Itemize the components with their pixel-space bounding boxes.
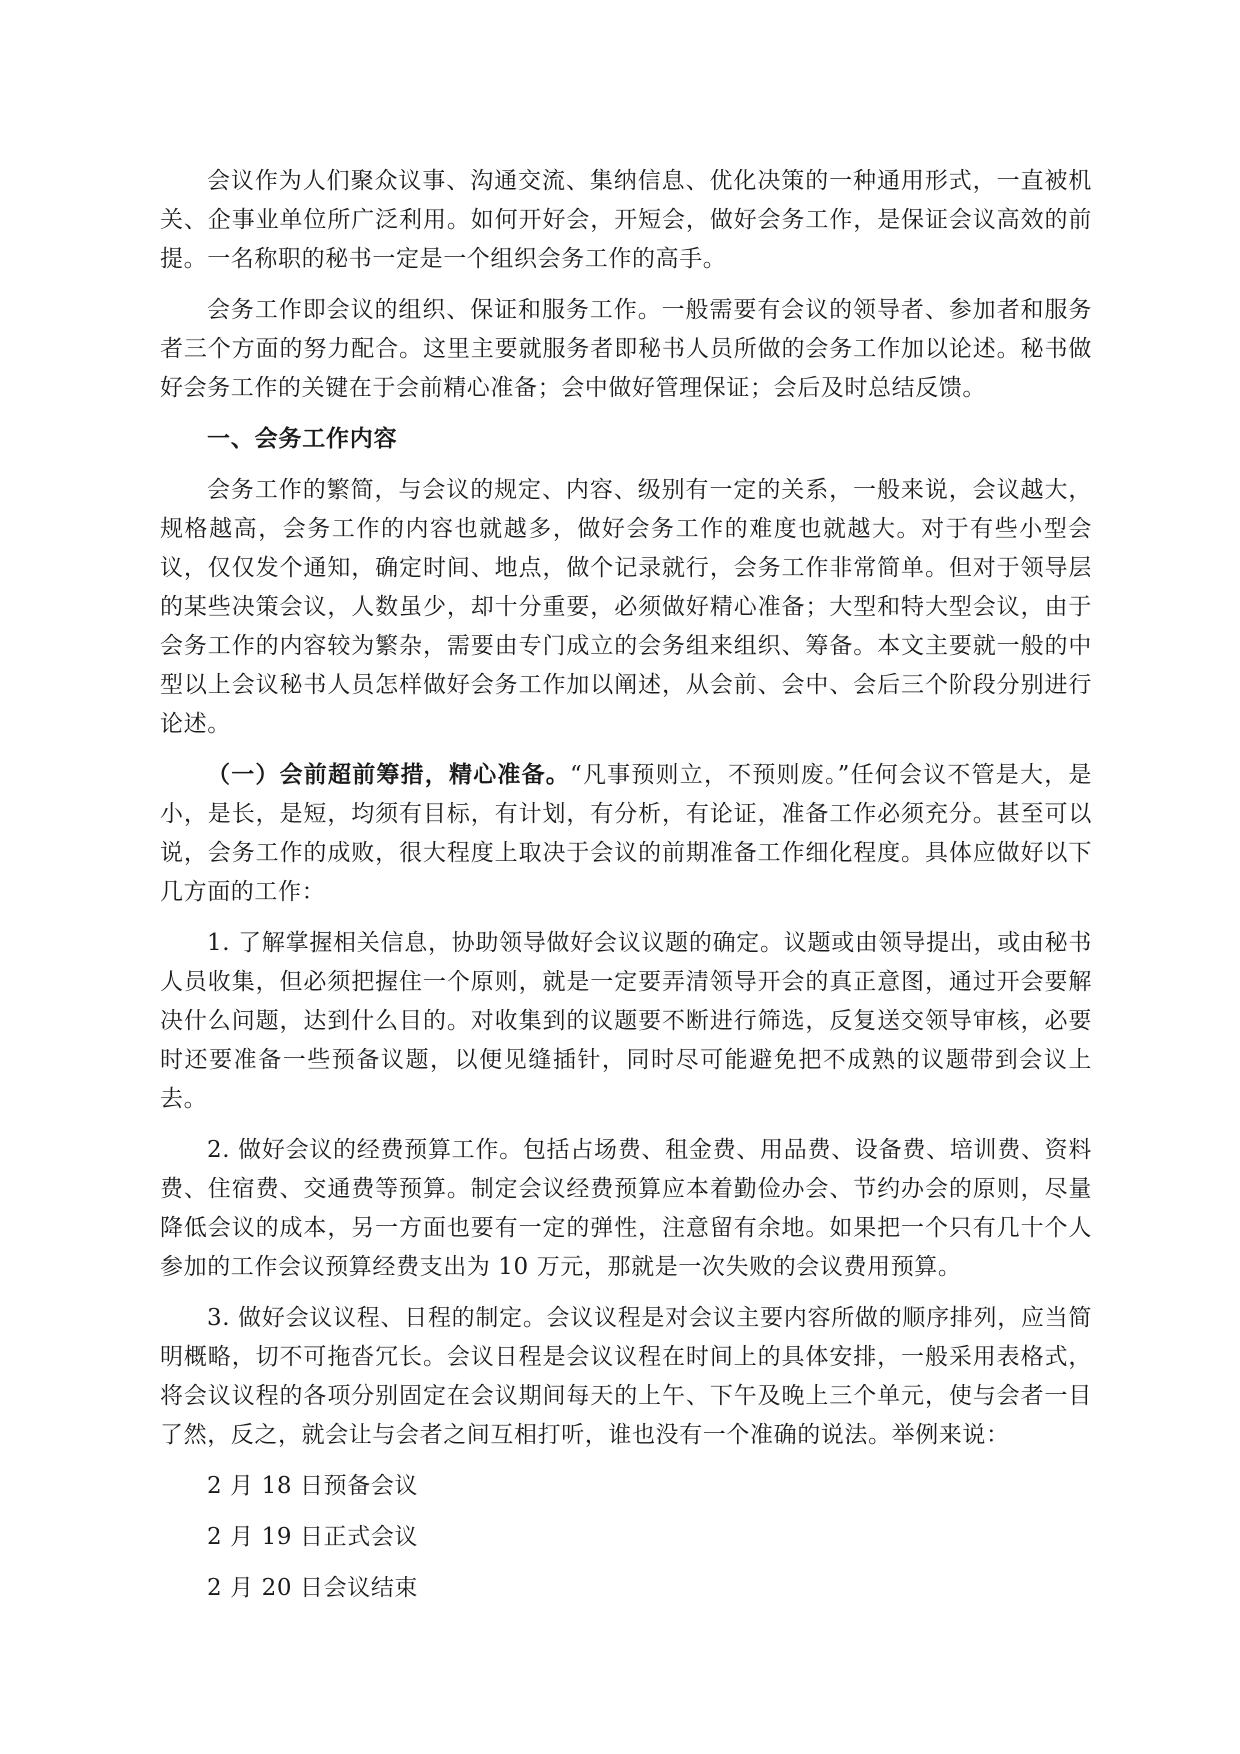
paragraph-preparation: [160, 756, 1092, 912]
subsection-lead: （一）会前超前筹措，精心准备。: [207, 762, 570, 788]
paragraph-definition: 会务工作即会议的组织、保证和服务工作。一般需要有会议的领导者、参加者和服务者三个方面的努力配合。这里主要就服务者即秘书人员所做的会务工作加以论述。秘书做好会务工作的关键在于会前精心准备；会中做好管理保证；会后及时总结反馈。: [160, 297, 1092, 401]
document-body: [160, 162, 1092, 1620]
schedule-line: 2 月 19 日正式会议: [207, 1524, 419, 1550]
paragraph-scope: 会务工作的繁简，与会议的规定、内容、级别有一定的关系，一般来说，会议越大，规格越高，会务工作的内容也就越多，做好会务工作的难度也就越大。对于有些小型会议，仅仅发个通知，确定时间、地点，做个记录就行，会务工作非常简单。但对于领导层的某些决策会议，人数虽少，却十分重要，必须做好精心准备；大型和特大型会议，由于会务工作的内容较为繁杂，需要由专门成立的会务组来组织、筹备。本文主要就一般的中型以上会议秘书人员怎样做好会务工作加以阐述，从会前、会中、会后三个阶段分别进行论述。: [160, 477, 1092, 737]
schedule-line: 2 月 18 日预备会议: [207, 1473, 419, 1499]
paragraph-item-2: 2. 做好会议的经费预算工作。包括占场费、租金费、用品费、设备费、培训费、资料费、住宿费、交通费等预算。制定会议经费预算应本着勤俭办会、节约办会的原则，尽量降低会议的成本，另一方面也要有一定的弹性，注意留有余地。如果把一个只有几十个人参加的工作会议预算经费支出为 10 万元，那就是一次失败的会议费用预算。: [160, 1137, 1092, 1280]
schedule-line: 2 月 20 日会议结束: [207, 1575, 419, 1601]
paragraph-intro: 会议作为人们聚众议事、沟通交流、集纳信息、优化决策的一种通用形式，一直被机关、企事业单位所广泛利用。如何开好会，开短会，做好会务工作，是保证会议高效的前提。一名称职的秘书一定是一个组织会务工作的高手。: [160, 168, 1092, 272]
paragraph-item-1: 1. 了解掌握相关信息，协助领导做好会议议题的确定。议题或由领导提出，或由秘书人员收集，但必须把握住一个原则，就是一定要弄清领导开会的真正意图，通过开会要解决什么问题，达到什么目的。对收集到的议题要不断进行筛选，反复送交领导审核，必要时还要准备一些预备议题，以便见缝插针，同时尽可能避免把不成熟的议题带到会议上去。: [160, 930, 1092, 1112]
paragraph-preparation-body: “凡事预则立，不预则废。”任何会议不管是大，是小，是长，是短，均须有目标，有计划，有分析，有论证，准备工作必须充分。甚至可以说，会务工作的成败，很大程度上取决于会议的前期准备工作细化程度。具体应做好以下几方面的工作：: [160, 762, 1092, 905]
paragraph-item-3: 3. 做好会议议程、日程的制定。会议议程是对会议主要内容所做的顺序排列，应当简明概略，切不可拖沓冗长。会议日程是会议议程在时间上的具体安排，一般采用表格式，将会议议程的各项分别固定在会议期间每天的上午、下午及晚上三个单元，使与会者一目了然，反之，就会让与会者之间互相打听，谁也没有一个准确的说法。举例来说：: [160, 1305, 1092, 1448]
section-heading: 一、会务工作内容: [207, 426, 398, 452]
